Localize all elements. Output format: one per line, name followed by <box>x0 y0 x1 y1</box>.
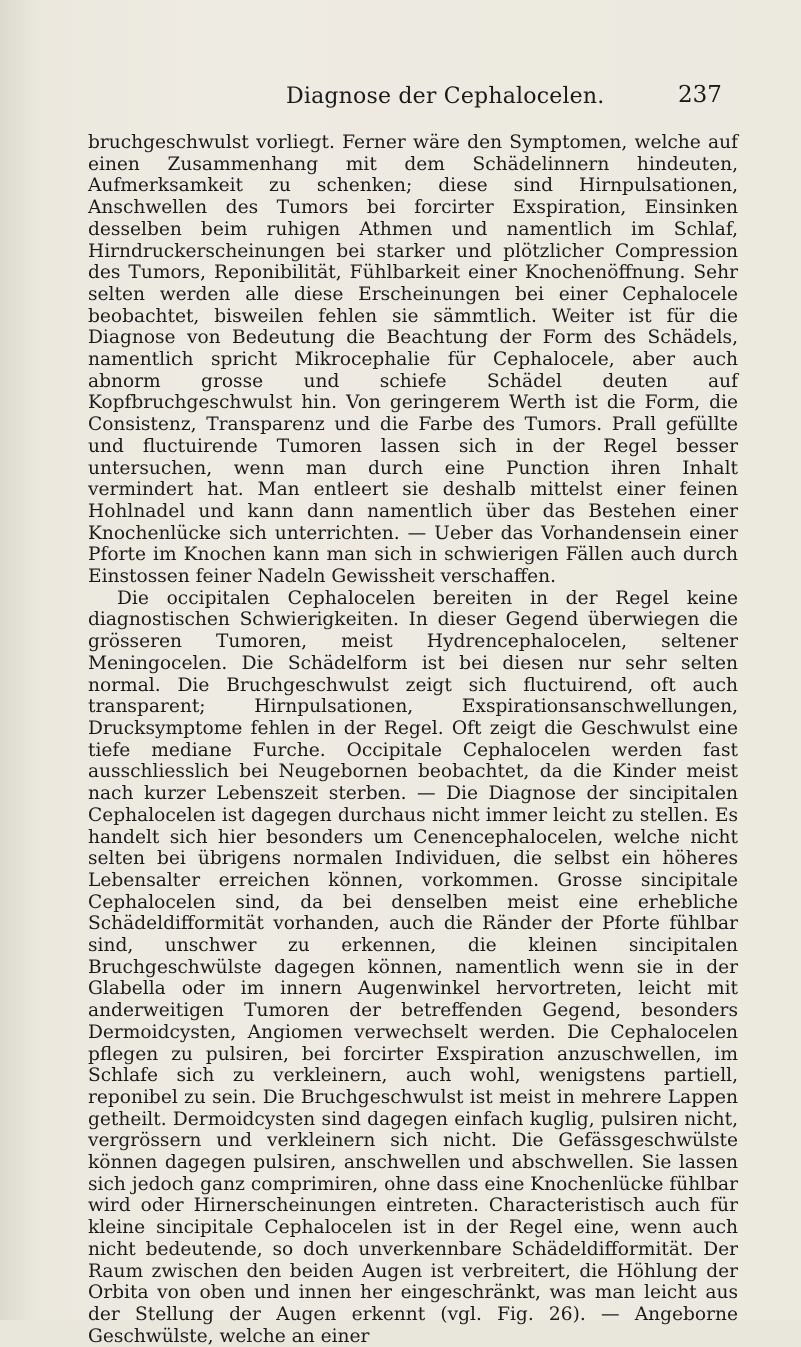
body-text <box>88 132 738 1347</box>
paragraph-continuation: bruchgeschwulst vorliegt. Ferner wäre den Symptomen, welche auf einen Zusammenhang mit dem Schädelinnern hindeuten, Aufmerksamkeit zu schenken; diese sind Hirnpulsationen, Anschwellen des Tumors bei forcirter Exspiration, Einsinken desselben beim ruhigen Athmen und namentlich im Schlaf, Hirndruckerscheinungen bei starker und plötzlicher Compression des Tumors, Reponibilität, Fühlbarkeit einer Knochenöffnung. Sehr selten werden alle diese Erscheinungen bei einer Cephalocele beobachtet, bisweilen fehlen sie sämmtlich. Weiter ist für die Diagnose von Bedeutung die Beachtung der Form des Schädels, namentlich spricht Mikrocephalie für Cephalocele, aber auch abnorm grosse und schiefe Schädel deuten auf Kopfbruchgeschwulst hin. Von geringerem Werth ist die Form, die Consistenz, Transparenz und die Farbe des Tumors. Prall gefüllte und fluctuirende Tumoren lassen sich in der Regel besser untersuchen, wenn man durch eine Punction ihren Inhalt vermindert hat. Man entleert sie deshalb mittelst einer feinen Hohlnadel und kann dann namentlich über das Bestehen einer Knochenlücke sich unterrichten. — Ueber das Vorhandensein einer Pforte im Knochen kann man sich in schwierigen Fällen auch durch Einstossen feiner Nadeln Gewissheit verschaffen. <box>88 132 738 588</box>
running-title: Diagnose der Cephalocelen. <box>286 84 605 109</box>
paragraph-occipital-sincipital: Die occipitalen Cephalocelen bereiten in der Regel keine diagnostischen Schwierigkeiten. In dieser Gegend überwiegen die grösseren Tumoren, meist Hydrencephalocelen, seltener Meningocelen. Die Schädelform ist bei diesen nur sehr selten normal. Die Bruchgeschwulst zeigt sich fluctuirend, oft auch transparent; Hirnpulsationen, Exspirationsanschwellungen, Drucksymptome fehlen in der Regel. Oft zeigt die Geschwulst eine tiefe mediane Furche. Occipitale Cephalocelen werden fast ausschliesslich bei Neugebornen beobachtet, da die Kinder meist nach kurzer Lebenszeit sterben. — Die Diagnose der sincipitalen Cephalocelen ist dagegen durchaus nicht immer leicht zu stellen. Es handelt sich hier besonders um Cenencephalocelen, welche nicht selten bei übrigens normalen Individuen, die selbst ein höheres Lebensalter erreichen können, vorkommen. Grosse sincipitale Cephalocelen sind, da bei denselben meist eine erhebliche Schädeldifformität vorhanden, auch die Ränder der Pforte fühlbar sind, unschwer zu erkennen, die kleinen sincipitalen Bruchgeschwülste dagegen können, namentlich wenn sie in der Glabella oder im innern Augenwinkel hervortreten, leicht mit anderweitigen Tumoren der betreffenden Gegend, besonders Dermoidcysten, Angiomen verwechselt werden. Die Cephalocelen pflegen zu pulsiren, bei forcirter Exspiration anzuschwellen, im Schlafe sich zu verkleinern, auch wohl, wenigstens partiell, reponibel zu sein. Die Bruchgeschwulst ist meist in mehrere Lappen getheilt. Dermoidcysten sind dagegen einfach kuglig, pulsiren nicht, vergrössern und verkleinern sich nicht. Die Gefässgeschwülste können dagegen pulsiren, anschwellen und abschwellen. Sie lassen sich jedoch ganz comprimiren, ohne dass eine Knochenlücke fühlbar wird oder Hirnerscheinungen eintreten. Characteristisch auch für kleine sincipitale Cephalocelen ist in der Regel eine, wenn auch nicht bedeutende, so doch unverkennbare Schädeldifformität. Der Raum zwischen den beiden Augen ist verbreitert, die Höhlung der Orbita von oben und innen her eingeschränkt, was man leicht aus der Stellung der Augen erkennt (vgl. Fig. 26). — Angeborne Geschwülste, welche an einer <box>88 587 738 1347</box>
page-number: 237 <box>678 82 722 108</box>
running-header <box>0 84 801 114</box>
